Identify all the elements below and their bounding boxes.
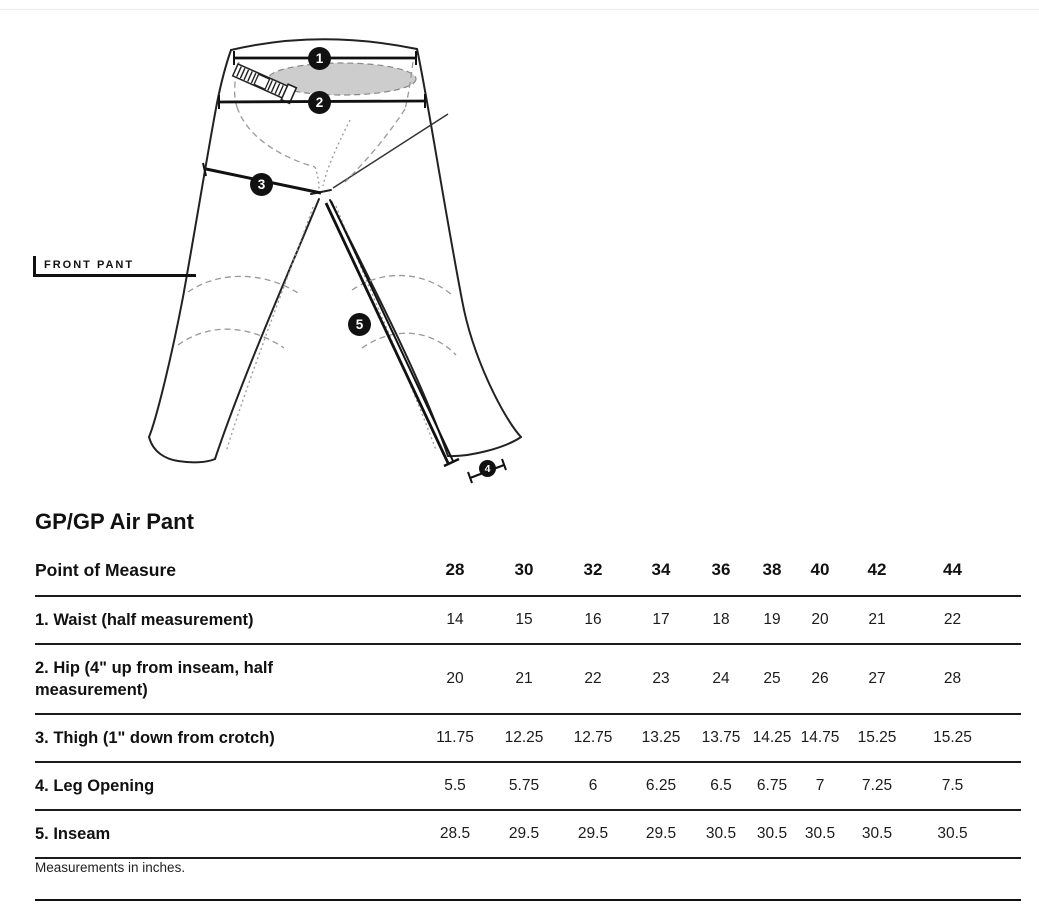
row-label: 4. Leg Opening <box>35 777 155 795</box>
table-row-waist <box>35 596 1021 644</box>
units-footnote: Measurements in inches. <box>35 860 186 875</box>
cell-value: 30.5 <box>748 810 796 858</box>
table-row-leg-opening <box>35 762 1021 810</box>
cell-value: 14.25 <box>748 714 796 762</box>
marker-4-leg-opening: 4 <box>479 460 496 477</box>
size-col-header: 30 <box>490 551 558 596</box>
marker-5-inseam: 5 <box>348 313 371 336</box>
cell-value: 21 <box>490 644 558 714</box>
row-label: 3. Thigh (1" down from crotch) <box>35 729 275 747</box>
cell-value: 11.75 <box>420 714 490 762</box>
cell-value: 7.5 <box>910 762 1021 810</box>
cell-value: 28 <box>910 644 1021 714</box>
cell-value: 12.25 <box>490 714 558 762</box>
table-row-hip <box>35 644 1021 714</box>
row-label: 2. Hip (4" up from inseam, half measurement) <box>35 659 273 699</box>
front-pant-label: FRONT PANT <box>33 256 196 277</box>
point-of-measure-header: Point of Measure <box>35 551 420 596</box>
cell-value: 30.5 <box>910 810 1021 858</box>
cell-value: 15.25 <box>910 714 1021 762</box>
cell-value: 29.5 <box>490 810 558 858</box>
cell-value: 29.5 <box>558 810 628 858</box>
size-col-header: 44 <box>910 551 1021 596</box>
cell-value: 27 <box>844 644 910 714</box>
rise-seam <box>333 114 448 188</box>
cell-value: 16 <box>558 596 628 644</box>
cell-value: 6.5 <box>694 762 748 810</box>
row-label: 5. Inseam <box>35 825 111 843</box>
measure-line-inseam-a <box>326 203 448 463</box>
size-col-header: 38 <box>748 551 796 596</box>
cell-value: 30.5 <box>796 810 844 858</box>
size-col-header: 28 <box>420 551 490 596</box>
cell-value: 6.75 <box>748 762 796 810</box>
cell-value: 6 <box>558 762 628 810</box>
cell-value: 15.25 <box>844 714 910 762</box>
cell-value: 25 <box>748 644 796 714</box>
cell-value: 14.75 <box>796 714 844 762</box>
cell-value: 7 <box>796 762 844 810</box>
bottom-divider <box>35 899 1021 901</box>
marker-1-waist: 1 <box>308 47 331 70</box>
measure-lines <box>203 51 506 483</box>
cell-value: 13.75 <box>694 714 748 762</box>
cell-value: 26 <box>796 644 844 714</box>
size-col-header: 40 <box>796 551 844 596</box>
table-row-thigh <box>35 714 1021 762</box>
size-col-header: 32 <box>558 551 628 596</box>
marker-2-hip: 2 <box>308 91 331 114</box>
seam-details-dotted <box>226 120 436 452</box>
cell-value: 17 <box>628 596 694 644</box>
cell-value: 6.25 <box>628 762 694 810</box>
table-row-inseam <box>35 810 1021 858</box>
cell-value: 13.25 <box>628 714 694 762</box>
marker-3-thigh: 3 <box>250 173 273 196</box>
cell-value: 12.75 <box>558 714 628 762</box>
cell-value: 5.75 <box>490 762 558 810</box>
cell-value: 20 <box>796 596 844 644</box>
size-table <box>35 551 1021 859</box>
cell-value: 23 <box>628 644 694 714</box>
cell-value: 30.5 <box>844 810 910 858</box>
cell-value: 30.5 <box>694 810 748 858</box>
size-col-header: 36 <box>694 551 748 596</box>
cell-value: 18 <box>694 596 748 644</box>
size-header-row <box>35 551 1021 596</box>
front-pant-diagram <box>0 0 560 500</box>
size-col-header: 34 <box>628 551 694 596</box>
cell-value: 22 <box>558 644 628 714</box>
page-title: GP/GP Air Pant <box>35 509 194 534</box>
cell-value: 22 <box>910 596 1021 644</box>
cell-value: 15 <box>490 596 558 644</box>
cell-value: 20 <box>420 644 490 714</box>
cell-value: 24 <box>694 644 748 714</box>
cell-value: 21 <box>844 596 910 644</box>
pant-line-drawing <box>0 0 560 500</box>
cell-value: 7.25 <box>844 762 910 810</box>
cell-value: 5.5 <box>420 762 490 810</box>
row-label: 1. Waist (half measurement) <box>35 611 254 629</box>
cell-value: 28.5 <box>420 810 490 858</box>
cell-value: 14 <box>420 596 490 644</box>
cell-value: 29.5 <box>628 810 694 858</box>
cell-value: 19 <box>748 596 796 644</box>
size-col-header: 42 <box>844 551 910 596</box>
